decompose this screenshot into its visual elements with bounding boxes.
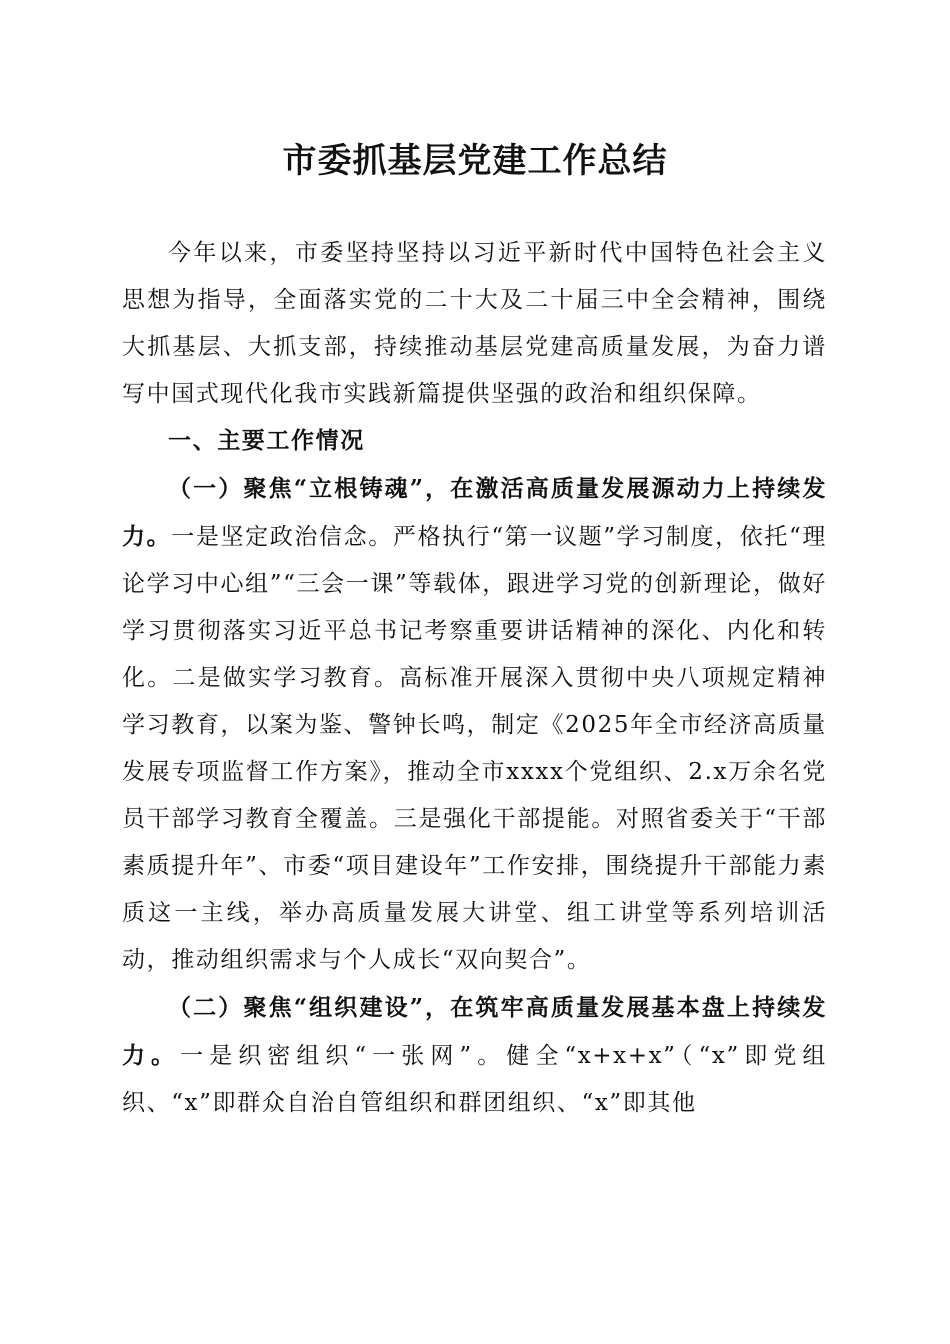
item-1-lead: （一）聚焦“立根铸魂”，在激活高质量发展源动力上持续发力。 — [122, 475, 827, 550]
paragraph-item-1 — [122, 465, 827, 984]
section-heading-main-work: 一、主要工作情况 — [168, 428, 365, 454]
item-2-text: 一是织密组织“一张网”。健全“x+x+x”（“x”即党组织、“x”即群众自治自管组织和群团组织、“x”即其他 — [122, 1043, 827, 1116]
paragraph-item-2 — [122, 984, 827, 1127]
document-body — [122, 230, 827, 1127]
document-title: 市委抓基层党建工作总结 — [282, 141, 668, 181]
item-2-lead: （二）聚焦“组织建设”，在筑牢高质量发展基本盘上持续发力。 — [122, 994, 827, 1069]
item-1-text: 一是坚定政治信念。严格执行“第一议题”学习制度，依托“理论学习中心组”“三会一课”等载体，跟进学习党的创新理论，做好学习贯彻落实习近平总书记考察重要讲话精神的深化、内化和转化。二是做实学习教育。高标准开展深入贯彻中央八项规定精神学习教育，以案为鉴、警钟长鸣，制定《2025年全市经济高质量发展专项监督工作方案》，推动全市xxxx个党组织、2.x万余名党员干部学习教育全覆盖。三是强化干部提能。对照省委关于“干部素质提升年”、市委“项目建设年”工作安排，围绕提升干部能力素质这一主线，举办高质量发展大讲堂、组工讲堂等系列培训活动，推动组织需求与个人成长“双向契合”。 — [122, 524, 827, 973]
intro-paragraph: 今年以来，市委坚持坚持以习近平新时代中国特色社会主义思想为指导，全面落实党的二十大及二十届三中全会精神，围绕大抓基层、大抓支部，持续推动基层党建高质量发展，为奋力谱写中国式现代化我市实践新篇提供坚强的政治和组织保障。 — [122, 240, 827, 407]
